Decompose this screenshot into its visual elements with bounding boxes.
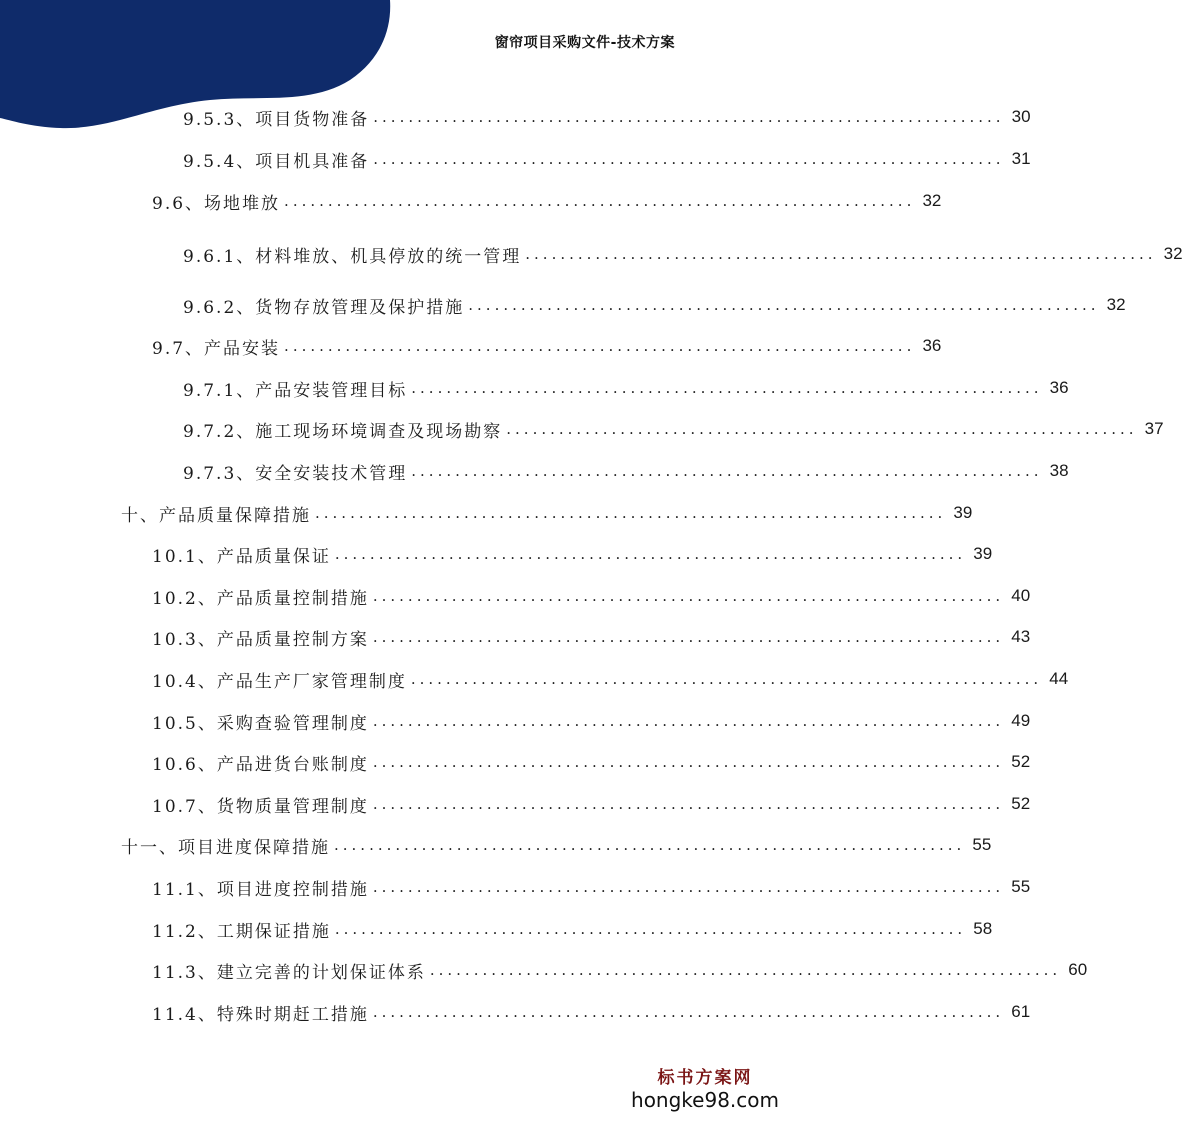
toc-entry-page: 39: [973, 544, 993, 563]
toc-entry-10-7[interactable]: [152, 792, 1031, 817]
toc-leader-dots: ........................................................................: [334, 836, 966, 854]
toc-entry-11-4[interactable]: [152, 1000, 1031, 1025]
toc-leader-dots: ........................................................................: [410, 670, 1043, 688]
toc-entry-label: 9.7.1、产品安装管理目标: [183, 380, 408, 401]
toc-entry-label: 9.6.1、材料堆放、机具停放的统一管理: [183, 246, 522, 267]
toc-entry-page: 44: [1049, 669, 1069, 688]
toc-entry-label: 10.7、货物质量管理制度: [152, 796, 369, 817]
toc-entry-page: 60: [1068, 960, 1088, 979]
site-watermark: [631, 1063, 779, 1112]
toc-entry-label: 10.3、产品质量控制方案: [152, 629, 369, 650]
toc-entry-page: 30: [1011, 107, 1031, 126]
toc-entry-page: 49: [1011, 711, 1031, 730]
toc-entry-page: 52: [1011, 794, 1031, 813]
toc-leader-dots: ........................................................................: [334, 920, 967, 938]
toc-entry-page: 31: [1011, 149, 1031, 168]
toc-entry-10-6[interactable]: [152, 750, 1031, 775]
toc-leader-dots: ........................................................................: [372, 795, 1005, 813]
toc-entry-9-6-1[interactable]: [183, 242, 1183, 267]
toc-entry-page: 36: [922, 336, 942, 355]
toc-entry-page: 36: [1049, 378, 1069, 397]
toc-entry-label: 9.6.2、货物存放管理及保护措施: [183, 297, 465, 318]
toc-entry-10-3[interactable]: [152, 625, 1031, 650]
toc-entry-page: 39: [953, 503, 973, 522]
toc-entry-page: 58: [973, 919, 993, 938]
toc-entry-page: 55: [972, 835, 992, 854]
toc-entry-label: 9.5.4、项目机具准备: [183, 151, 370, 172]
toc-leader-dots: ........................................................................: [429, 961, 1062, 979]
toc-entry-9-7-2[interactable]: [183, 417, 1164, 442]
toc-entry-page: 43: [1011, 627, 1031, 646]
toc-entry-page: 38: [1049, 461, 1069, 480]
toc-entry-chapter-10[interactable]: [121, 501, 973, 526]
toc-entry-page: 37: [1144, 419, 1164, 438]
toc-entry-chapter-11[interactable]: [121, 833, 992, 858]
toc-entry-label: 11.1、项目进度控制措施: [152, 879, 369, 900]
toc-entry-label: 10.5、采购查验管理制度: [152, 713, 369, 734]
toc-leader-dots: ........................................................................: [468, 296, 1100, 314]
toc-entry-9-5-3[interactable]: [183, 105, 1031, 130]
toc-entry-page: 61: [1011, 1002, 1031, 1021]
toc-leader-dots: ........................................................................: [525, 245, 1157, 263]
toc-entry-9-6[interactable]: [152, 189, 942, 214]
toc-entry-page: 52: [1011, 752, 1031, 771]
toc-entry-9-6-2[interactable]: [183, 293, 1126, 318]
toc-entry-label: 十、产品质量保障措施: [121, 505, 311, 526]
toc-entry-label: 9.7、产品安装: [152, 338, 281, 359]
toc-entry-label: 9.5.3、项目货物准备: [183, 109, 370, 130]
toc-leader-dots: ........................................................................: [411, 379, 1043, 397]
toc-entry-label: 11.2、工期保证措施: [152, 921, 331, 942]
toc-leader-dots: ........................................................................: [372, 628, 1005, 646]
toc-entry-label: 9.7.3、安全安装技术管理: [183, 463, 408, 484]
toc-entry-11-2[interactable]: [152, 917, 993, 942]
toc-entry-11-1[interactable]: [152, 875, 1031, 900]
toc-entry-page: 32: [1163, 244, 1183, 263]
toc-entry-9-7[interactable]: [152, 334, 942, 359]
watermark-cn-text: 标书方案网: [657, 1068, 753, 1088]
toc-entry-page: 32: [1106, 295, 1126, 314]
toc-entry-9-5-4[interactable]: [183, 147, 1031, 172]
watermark-url-text: hongke98.com: [631, 1088, 779, 1112]
toc-entry-page: 32: [922, 191, 942, 210]
toc-leader-dots: ........................................................................: [372, 878, 1005, 896]
toc-entry-label: 9.6、场地堆放: [152, 193, 281, 214]
toc-entry-page: 55: [1011, 877, 1031, 896]
toc-leader-dots: ........................................................................: [372, 587, 1005, 605]
toc-entry-page: 40: [1011, 586, 1031, 605]
toc-leader-dots: ........................................................................: [284, 192, 916, 210]
toc-entry-label: 10.2、产品质量控制措施: [152, 588, 369, 609]
toc-entry-10-1[interactable]: [152, 542, 993, 567]
toc-entry-label: 11.4、特殊时期赶工措施: [152, 1004, 369, 1025]
toc-entry-label: 10.6、产品进货台账制度: [152, 754, 369, 775]
toc-entry-label: 10.1、产品质量保证: [152, 546, 331, 567]
toc-entry-10-4[interactable]: [152, 667, 1069, 692]
toc-leader-dots: ........................................................................: [372, 753, 1005, 771]
toc-leader-dots: ........................................................................: [373, 150, 1005, 168]
toc-leader-dots: ........................................................................: [315, 504, 947, 522]
toc-leader-dots: ........................................................................: [506, 420, 1138, 438]
toc-leader-dots: ........................................................................: [372, 1003, 1005, 1021]
toc-leader-dots: ........................................................................: [373, 108, 1005, 126]
toc-entry-9-7-3[interactable]: [183, 459, 1069, 484]
toc-entry-label: 10.4、产品生产厂家管理制度: [152, 671, 407, 692]
toc-entry-label: 十一、项目进度保障措施: [121, 837, 330, 858]
toc-entry-10-5[interactable]: [152, 709, 1031, 734]
toc-leader-dots: ........................................................................: [284, 337, 916, 355]
toc-entry-label: 11.3、建立完善的计划保证体系: [152, 962, 426, 983]
toc-entry-label: 9.7.2、施工现场环境调查及现场勘察: [183, 421, 503, 442]
toc-leader-dots: ........................................................................: [411, 462, 1043, 480]
toc-entry-10-2[interactable]: [152, 584, 1031, 609]
toc-leader-dots: ........................................................................: [334, 545, 967, 563]
toc-entry-9-7-1[interactable]: [183, 376, 1069, 401]
toc-entry-11-3[interactable]: [152, 958, 1088, 983]
document-header-title: 窗帘项目采购文件-技术方案: [494, 35, 675, 51]
toc-leader-dots: ........................................................................: [372, 712, 1005, 730]
